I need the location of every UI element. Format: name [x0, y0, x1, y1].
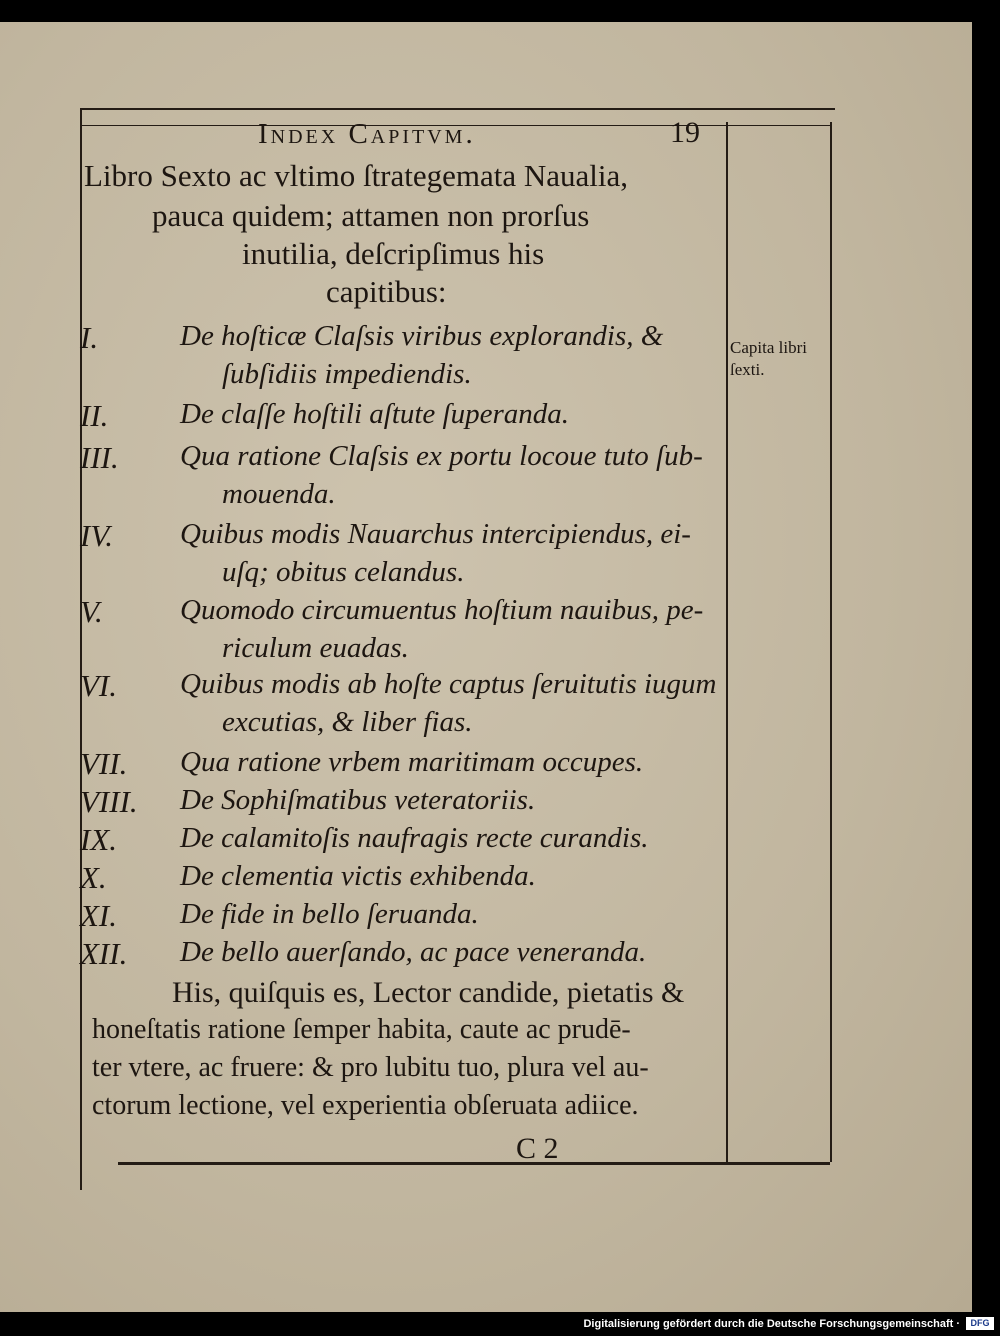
- chapter-title: De Sophiſmatibus veteratoriis.: [180, 784, 536, 816]
- chapter-number: III.: [80, 440, 119, 475]
- chapter-number: II.: [80, 398, 109, 433]
- chapter-title-continuation: ſubſidiis impediendis.: [222, 358, 472, 390]
- intro-line: inutilia, deſcripſimus his: [242, 236, 545, 271]
- chapter-title: Qua ratione vrbem maritimam occupes.: [180, 746, 644, 778]
- chapter-title: Quomodo circumuentus hoſtium nauibus, pe-: [180, 594, 704, 626]
- digitization-footer: [0, 1312, 1000, 1336]
- chapter-number: IX.: [80, 822, 118, 857]
- chapter-title: Qua ratione Claſsis ex portu locoue tuto ſub-: [180, 440, 703, 472]
- chapter-title: De claſſe hoſtili aſtute ſuperanda.: [180, 398, 570, 430]
- chapter-title: Quibus modis Nauarchus intercipiendus, ei-: [180, 518, 691, 550]
- chapter-number: V.: [80, 594, 103, 629]
- margin-note: [730, 337, 807, 381]
- chapter-title-continuation: excutias, & liber fias.: [222, 706, 473, 738]
- top-rule: [80, 108, 835, 110]
- chapter-title: De fide in bello ſeruanda.: [180, 898, 479, 930]
- book-page: [0, 22, 972, 1312]
- chapter-title: De calamitoſis naufragis recte curandis.: [180, 822, 649, 854]
- chapter-title: De bello auerſando, ac pace veneranda.: [180, 936, 647, 968]
- chapter-title: De clementia victis exhibenda.: [180, 860, 536, 892]
- signature-mark: C 2: [516, 1132, 559, 1165]
- closing-line: ctorum lectione, vel experientia obſeruata adiice.: [92, 1090, 639, 1121]
- chapter-number: VII.: [80, 746, 128, 781]
- chapter-number: X.: [80, 860, 107, 895]
- chapter-number: XI.: [80, 898, 118, 933]
- chapter-number: I.: [80, 320, 99, 355]
- closing-line: ter vtere, ac fruere: & pro lubitu tuo, plura vel au-: [92, 1052, 649, 1083]
- chapter-number: XII.: [80, 936, 128, 971]
- chapter-number: VI.: [80, 668, 118, 703]
- chapter-title: Quibus modis ab hoſte captus ſeruitutis iugum: [180, 668, 717, 700]
- footer-credit: Digitalisierung gefördert durch die Deutsche Forschungsgemeinschaft ·: [583, 1318, 960, 1330]
- left-frame-rule: [80, 110, 82, 1190]
- chapter-title: De hoſticæ Claſsis viribus explorandis, &: [180, 320, 664, 352]
- intro-line: capitibus:: [326, 274, 447, 309]
- chapter-title-continuation: mouenda.: [222, 478, 336, 510]
- intro-line: pauca quidem; attamen non prorſus: [152, 198, 590, 233]
- closing-line: His, quiſquis es, Lector candide, pietatis &: [172, 976, 685, 1009]
- chapter-title-continuation: riculum euadas.: [222, 632, 409, 664]
- margin-note-line: Capita libri: [730, 338, 807, 357]
- running-header: Index Capitvm.: [258, 118, 476, 150]
- chapter-title-continuation: uſq; obitus celandus.: [222, 556, 465, 588]
- outer-right-rule: [830, 122, 832, 1162]
- inner-right-rule: [726, 122, 728, 1162]
- intro-line: Libro Sexto ac vltimo ſtrategemata Naualia,: [84, 158, 629, 193]
- chapter-number: VIII.: [80, 784, 138, 819]
- dfg-logo-icon: DFG: [966, 1317, 994, 1330]
- chapter-number: IV.: [80, 518, 114, 553]
- page-number: 19: [670, 116, 700, 149]
- closing-line: honeſtatis ratione ſemper habita, caute ac prudē-: [92, 1014, 631, 1045]
- bottom-rule: [118, 1162, 830, 1165]
- margin-note-line: ſexti.: [730, 360, 765, 379]
